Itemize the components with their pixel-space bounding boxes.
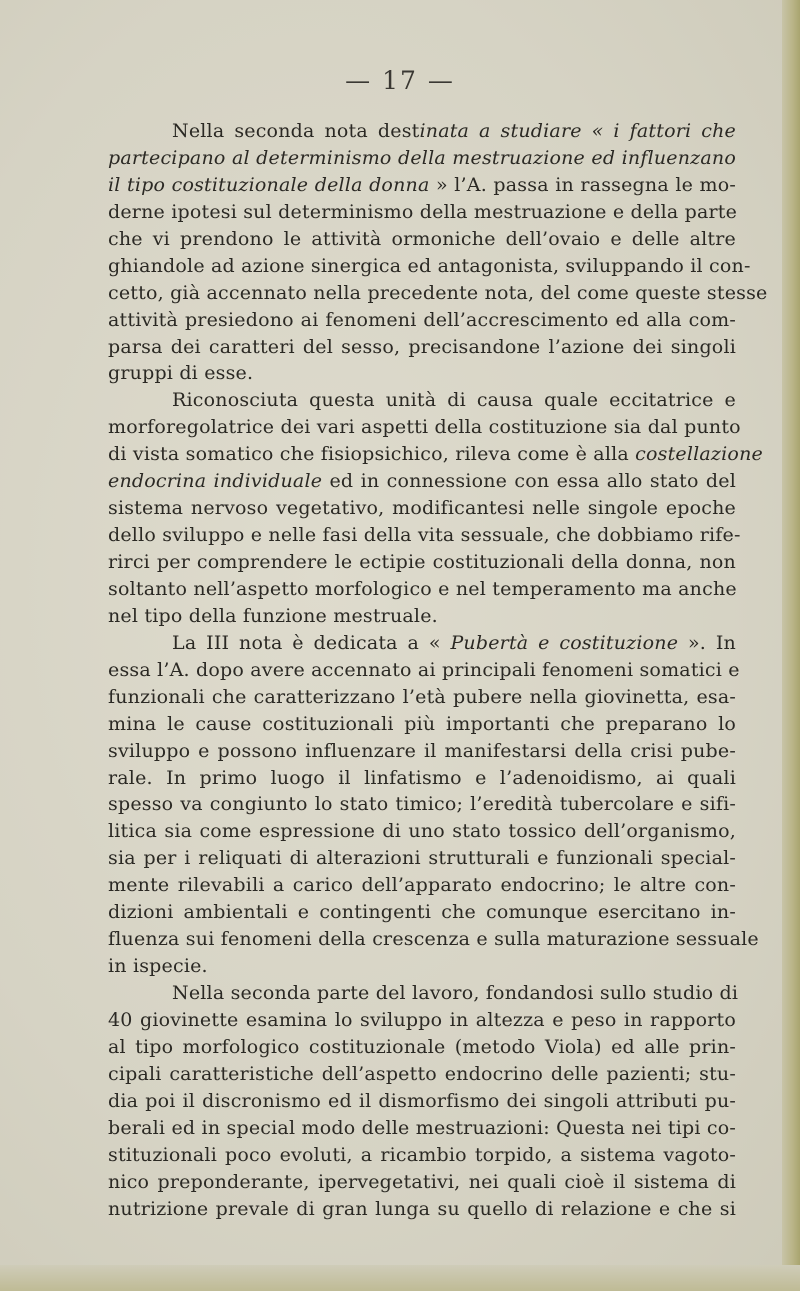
text-line: La III nota è dedicata a « Pubertà e costituzione ». In (172, 631, 736, 654)
text-line: di vista somatico che fisiopsichico, rileva come è alla costellazione (108, 443, 763, 466)
text-line: funzionali che caratterizzano l’età pubere nella giovinetta, esa- (108, 685, 736, 708)
italic-phrase: partecipano al determinismo della mestruazione ed influenzano (108, 146, 736, 169)
text-line: berali ed in special modo delle mestruazioni: Questa nei tipi co- (108, 1116, 736, 1139)
text-line: litica sia come espressione di uno stato tossico dell’organismo, (108, 820, 736, 843)
text-line: nel tipo della funzione mestruale. (108, 604, 438, 627)
text-line: cipali caratteristiche dell’aspetto endocrino delle pazienti; stu- (108, 1062, 736, 1085)
text-line: mina le cause costituzionali più importanti che preparano lo (108, 712, 736, 735)
text-line: sviluppo e possono influenzare il manifestarsi della crisi pube- (108, 739, 736, 762)
text-line: dizioni ambientali e contingenti che comunque esercitano in- (108, 901, 736, 924)
text-line: sia per i reliquati di alterazioni strutturali e funzionali special- (108, 847, 736, 870)
text-line: derne ipotesi sul determinismo della mestruazione e della parte (108, 200, 738, 223)
page-number: — 17 — (345, 66, 455, 95)
text-line: sistema nervoso vegetativo, modificantesi nelle singole epoche (108, 497, 736, 520)
text-line: dello sviluppo e nelle fasi della vita sessuale, che dobbiamo rife- (108, 524, 741, 547)
text-line: dia poi il discronismo ed il dismorfismo dei singoli attributi pu- (108, 1089, 736, 1112)
text-line: stituzionali poco evoluti, a ricambio torpido, a sistema vagoto- (108, 1143, 736, 1166)
text-line: che vi prendono le attività ormoniche dell’ovaio e delle altre (108, 227, 736, 250)
text-line: rale. In primo luogo il linfatismo e l’adenoidismo, ai quali (108, 766, 736, 789)
italic-phrase: endocrina individuale (108, 470, 323, 493)
text-line: cetto, già accennato nella precedente nota, del come queste stesse (108, 281, 768, 304)
text-line: Nella seconda parte del lavoro, fondandosi sullo studio di (172, 982, 739, 1004)
body-text (108, 118, 768, 1222)
text-line: parsa dei caratteri del sesso, precisandone l’azione dei singoli (108, 335, 736, 358)
text-line: ghiandole ad azione sinergica ed antagonista, sviluppando il con- (108, 254, 751, 277)
text-line: in ispecie. (108, 955, 208, 978)
text-line: fluenza sui fenomeni della crescenza e sulla maturazione sessuale (108, 928, 759, 951)
text-line: rirci per comprendere le ectipie costituzionali della donna, non (108, 551, 736, 573)
text-line: essa l’A. dopo avere accennato ai principali fenomeni somatici e (108, 658, 740, 681)
page-edge-bottom (0, 1265, 800, 1291)
text-line: Riconosciuta questa unità di causa quale eccitatrice e (172, 389, 736, 412)
text-line (108, 145, 736, 172)
text-line: gruppi di esse. (108, 362, 254, 385)
italic-phrase: costellazione (628, 443, 763, 466)
text-line: morforegolatrice dei vari aspetti della costituzione sia dal punto (108, 416, 741, 439)
page-edge-right (782, 0, 800, 1291)
text-line: al tipo morfologico costituzionale (metodo Viola) ed alle prin- (108, 1035, 736, 1058)
italic-phrase: Pubertà e costituzione (450, 631, 679, 654)
text-line: mente rilevabili a carico dell’apparato endocrino; le altre con- (108, 874, 736, 897)
italic-phrase: inata a studiare « i fattori che (419, 120, 736, 142)
italic-phrase: il tipo costituzionale della donna (108, 173, 430, 196)
text-line: nutrizione prevale di gran lunga su quello di relazione e che si (108, 1197, 736, 1220)
text-line: nico preponderante, ipervegetativi, nei quali cioè il sistema di (108, 1170, 736, 1193)
text-line: 40 giovinette esamina lo sviluppo in altezza e peso in rapporto (108, 1008, 736, 1031)
text-line: attività presiedono ai fenomeni dell’accrescimento ed alla com- (108, 308, 736, 331)
text-line: Nella seconda nota destinata a studiare « i fattori che (172, 120, 736, 142)
text-line: soltanto nell’aspetto morfologico e nel temperamento ma anche (108, 577, 737, 600)
text-line: il tipo costituzionale della donna » l’A. passa in rassegna le mo- (108, 173, 737, 196)
text-line: endocrina individuale ed in connessione con essa allo stato del (108, 470, 736, 493)
text-line: spesso va congiunto lo stato timico; l’eredità tubercolare e sifi- (108, 793, 736, 816)
